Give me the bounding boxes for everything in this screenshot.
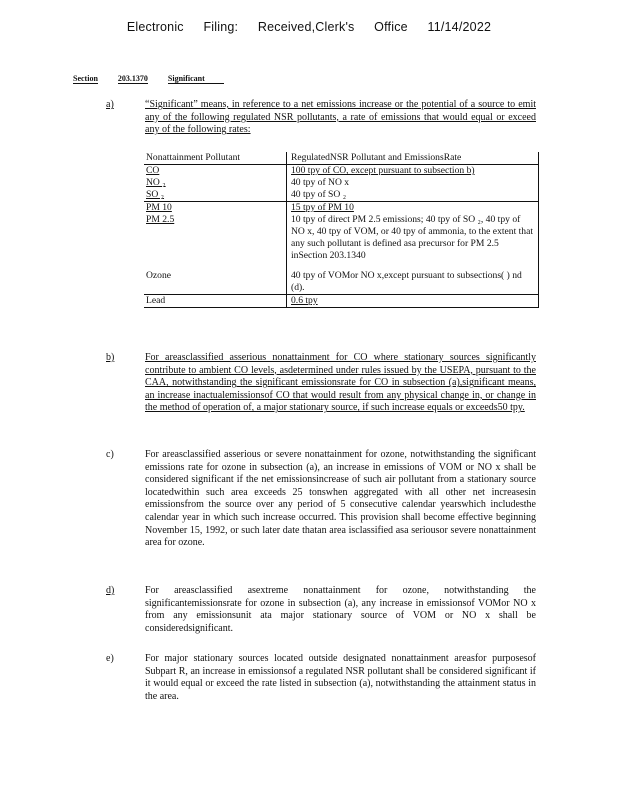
table-cell-rate: 40 tpy of NO x [287, 177, 539, 189]
paragraph-e [106, 653, 536, 703]
header-electronic: Electronic [126, 20, 184, 34]
table-row [144, 270, 539, 295]
paragraph-a [106, 99, 536, 137]
table-cell-pollutant: PM 10 [144, 202, 287, 215]
table-cell-pollutant: CO [146, 165, 160, 176]
paragraph-text: For areasclassified asserious nonattainment for CO where stationary sources significantly contribute to ambient CO levels, asdetermined under rules issued by the USEPA, pursuant to the CAA, notwithstanding the significant emissionsrate for CO in subsection (a),significant means, an increase inactualemissionsof CO that would result from any physical change in, or change in the method of operation of, a major stationary source, if such increase equals or exceeds50 tpy. [145, 352, 536, 414]
table-row [144, 189, 539, 202]
section-title: Significant [168, 74, 224, 84]
paragraph-d [106, 585, 536, 635]
paragraph-label: d) [106, 585, 115, 596]
paragraph-label: e) [106, 653, 114, 664]
table-cell-rate: 40 tpy of SO ₂ [287, 189, 539, 202]
table-cell-rate: 40 tpy of VOMor NO x,except pursuant to subsections( ) nd (d). [287, 270, 539, 295]
table-header-row [144, 152, 539, 165]
table-cell-rate: 0.6 tpy [287, 295, 539, 308]
table-row [144, 295, 539, 308]
paragraph-label: a) [106, 99, 114, 110]
paragraph-text: For areasclassified asextreme nonattainment for ozone, notwithstanding the significantemissionsrate for ozone in subsection (a), any increase in emissionsof VOMor NO x from any emissionsunit ata major stationary source of VOM or NO x shall be consideredsignificant. [145, 585, 536, 634]
header-received: Received,Clerk's [257, 20, 355, 34]
table-cell-rate: 100 tpy of CO, except pursuant to subsection b) [287, 165, 539, 178]
paragraph-c [106, 449, 536, 550]
filing-header [0, 20, 618, 34]
header-filing: Filing: [203, 20, 239, 34]
paragraph-label: b) [106, 352, 115, 363]
paragraph-text: For major stationary sources located outside designated nonattainment areasfor purposesof Subpart R, an increase in emissionsof a regulated NSR pollutant shall be considered significant if it would equal or exceed the rate listed in subsection (a), notwithstanding the attainment status in the area. [145, 653, 536, 702]
paragraph-b [106, 352, 536, 415]
header-office: Office [374, 20, 408, 34]
paragraph-text: “Significant” means, in reference to a net emissions increase or the potential of a source to emit any of the following regulated NSR pollutants, a rate of emissions that would equal or exceed any of the following rates: [145, 99, 536, 136]
table-cell-pollutant: SO ₂ [146, 189, 165, 200]
table-cell-rate: 15 tpy of PM 10 [287, 202, 539, 215]
table-cell-pollutant: Ozone [146, 270, 172, 281]
section-number: 203.1370 [117, 74, 148, 83]
table-cell-rate: 10 tpy of direct PM 2.5 emissions; 40 tpy of SO ₂, 40 tpy of NO x, 40 tpy of VOM, or 40 tpy of ammonia, to the extent that any such pollutant is defined asa precursor for PM 2.5 inSection 203.1340 [287, 214, 539, 270]
table-header-rate: RegulatedNSR Pollutant and EmissionsRate [287, 152, 539, 165]
section-heading [73, 74, 242, 84]
table-cell-pollutant: NO ₂ [146, 177, 166, 188]
table-cell-pollutant: Lead [144, 295, 287, 308]
paragraph-label: c) [106, 449, 114, 460]
header-date: 11/14/2022 [427, 20, 492, 34]
table-header-pollutant: Nonattainment Pollutant [144, 152, 287, 165]
table-row [144, 165, 539, 178]
table-row [144, 177, 539, 189]
paragraph-text: For areasclassified asserious or severe nonattainment for ozone, notwithstanding the significant emissions rate for ozone in subsection (a), an increase in emissions of VOM or NO x shall be considered significant if the net emissionsincrease of such air pollutant from a stationary source locatedwithin such area exceeds 25 tonswhen aggregated with all other net increasesin emissionsfrom the source over any period of 5 consecutive calendar yearswhich includesthe calendar year in which such increase occurred. This provision shall become effective beginning November 15, 1992, or such later date thatan area isclassified asa seriousor severe nonattainment area for ozone. [145, 449, 536, 549]
section-label: Section [73, 74, 98, 83]
emissions-rate-table [144, 152, 539, 308]
table-cell-pollutant: PM 2.5 [146, 214, 175, 225]
table-row [144, 202, 539, 215]
table-row [144, 214, 539, 270]
